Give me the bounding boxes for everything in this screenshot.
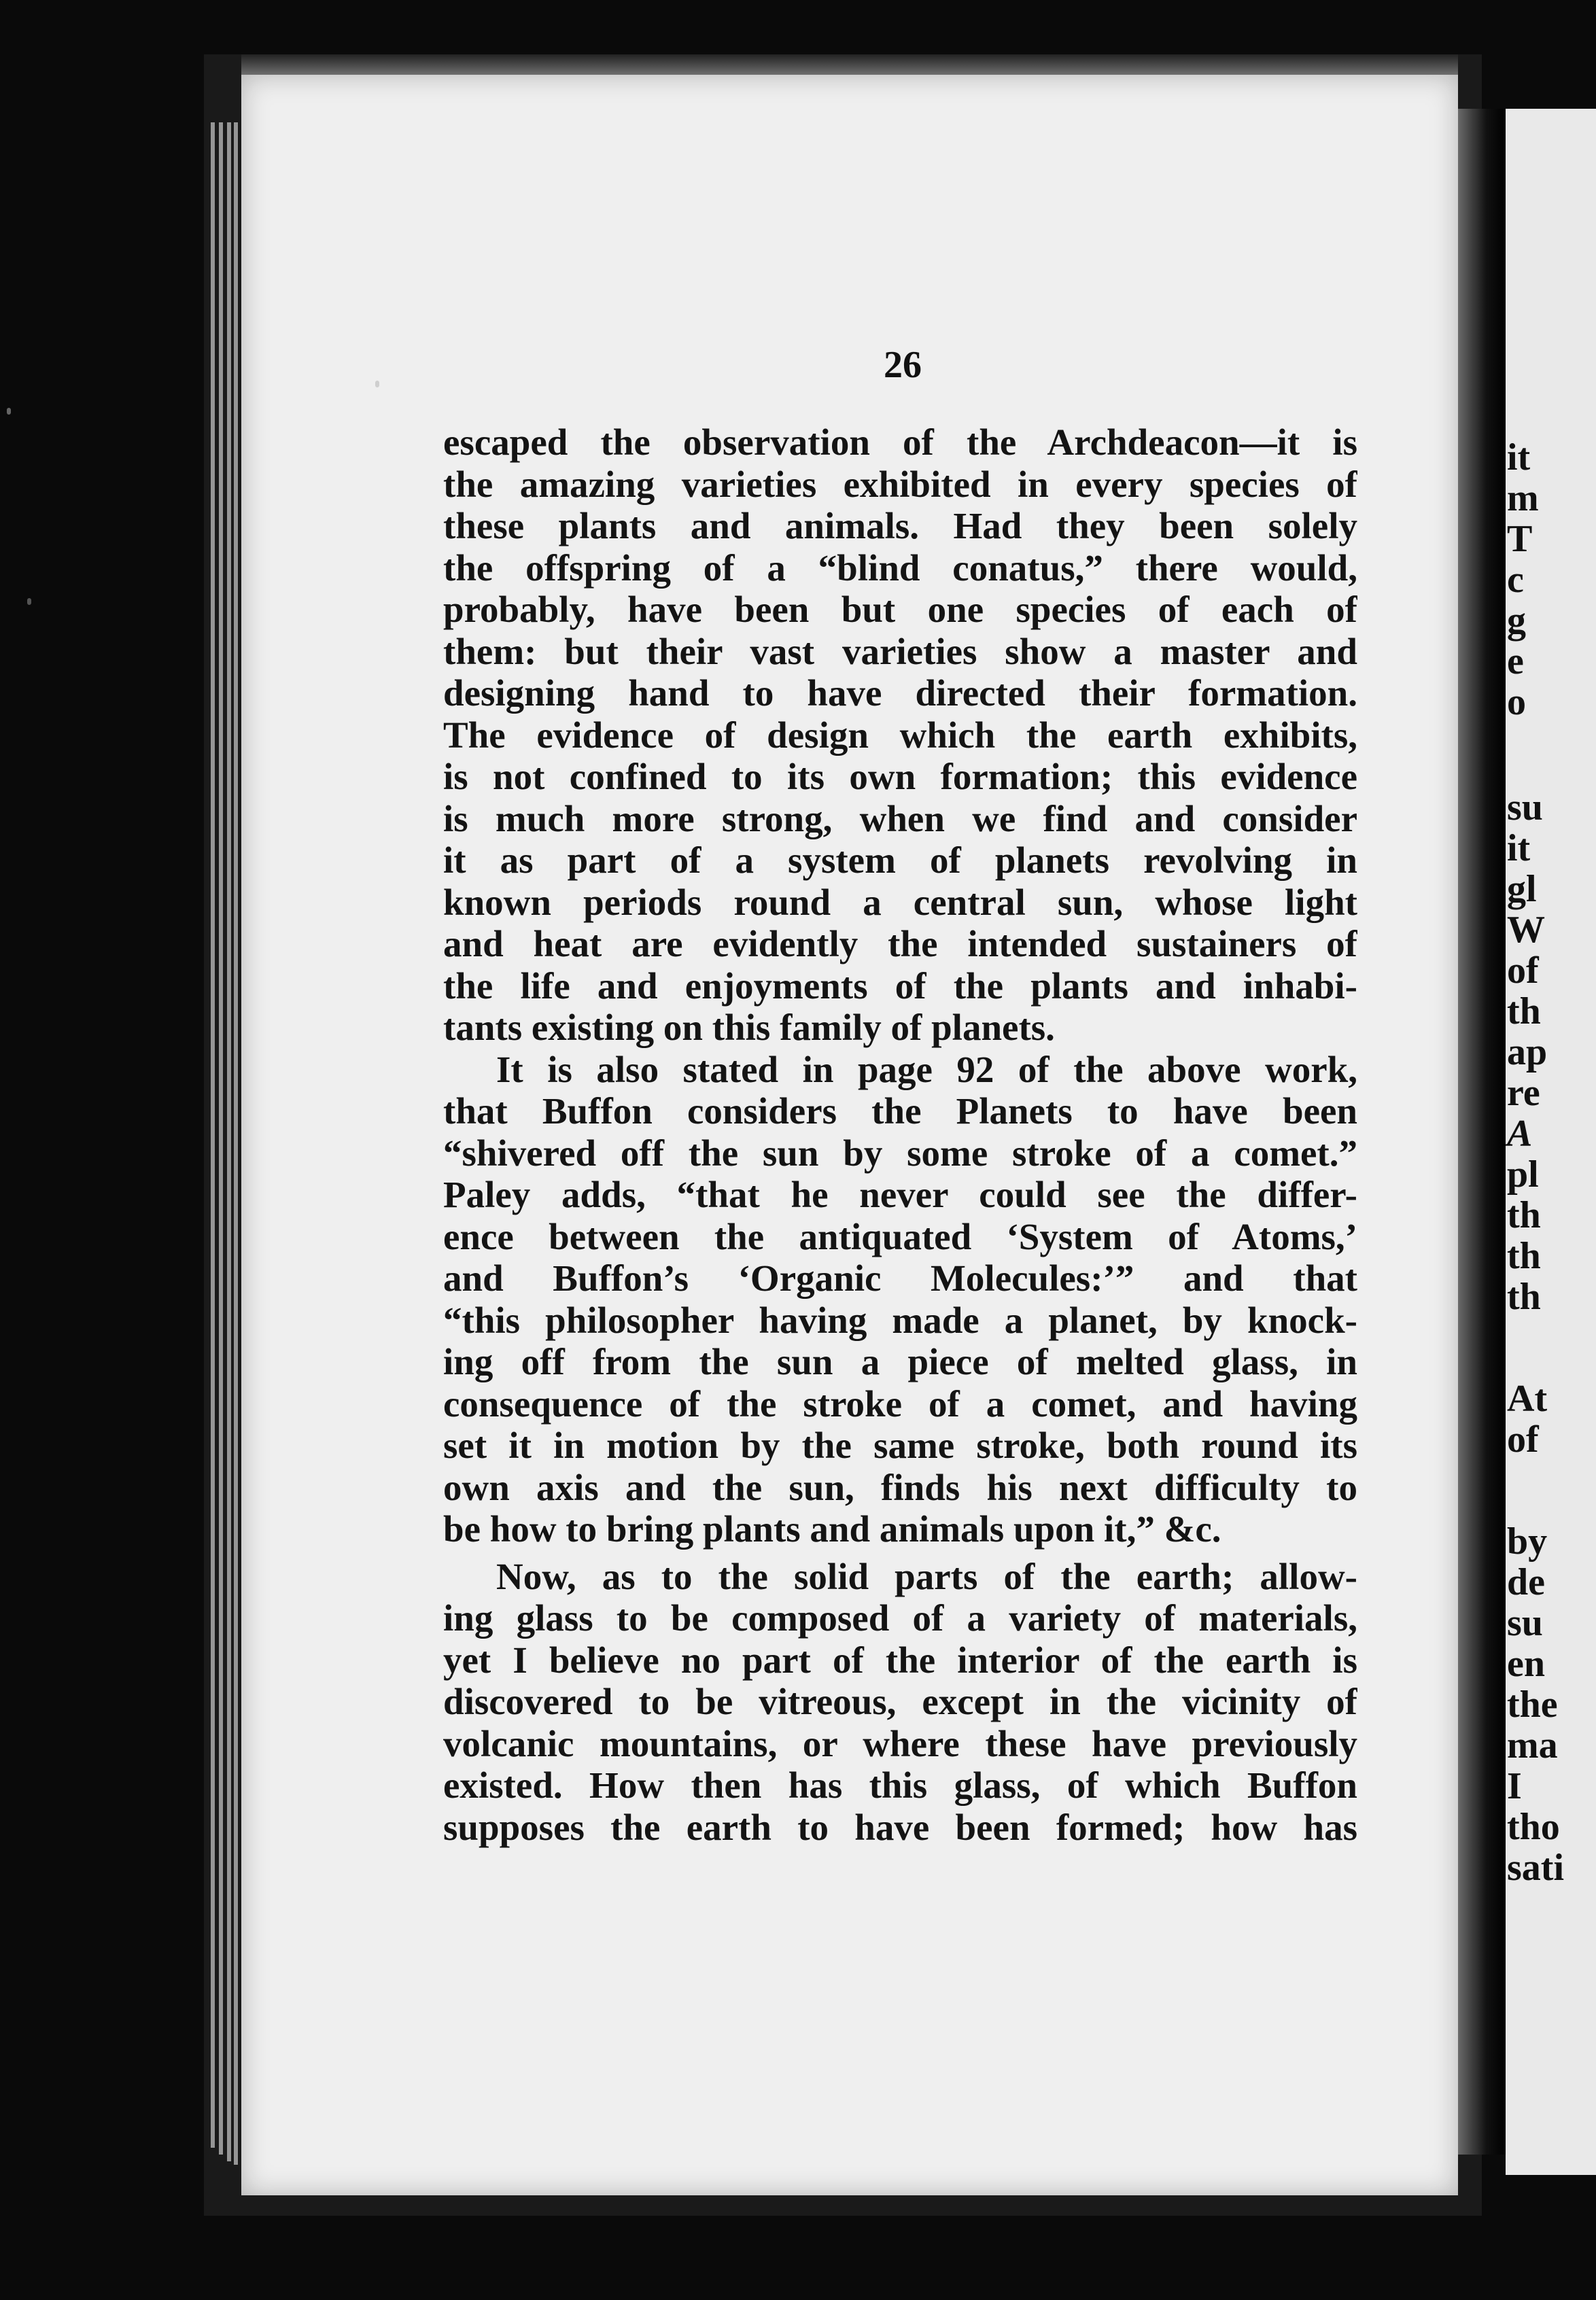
facing-page-fragment: by bbox=[1507, 1520, 1548, 1563]
text-line: known periods round a central sun, whose light bbox=[443, 881, 1357, 923]
text-line: Paley adds, “that he never could see the differ- bbox=[443, 1174, 1357, 1215]
page-edge bbox=[219, 122, 223, 2155]
text-line: these plants and animals. Had they been solely bbox=[443, 505, 1357, 546]
text-line: and heat are evidently the intended sustainers of bbox=[443, 923, 1357, 964]
text-line: volcanic mountains, or where these have previously bbox=[443, 1722, 1357, 1764]
text-line: “this philosopher having made a planet, by knock- bbox=[443, 1299, 1357, 1341]
book-gutter bbox=[1458, 109, 1506, 2155]
text-line: It is also stated in page 92 of the above work, bbox=[496, 1048, 1357, 1090]
page-edge bbox=[227, 122, 231, 2161]
facing-page-fragment: the bbox=[1507, 1684, 1558, 1726]
facing-page-fragment: T bbox=[1507, 518, 1533, 560]
facing-page-fragment: th bbox=[1507, 1235, 1541, 1277]
facing-page-fragment: su bbox=[1507, 786, 1543, 829]
facing-page-fragment: tho bbox=[1507, 1806, 1560, 1848]
text-line: escaped the observation of the Archdeacon—it is bbox=[443, 421, 1357, 463]
facing-page-fragment: th bbox=[1507, 1194, 1541, 1236]
facing-page-fragment: de bbox=[1507, 1561, 1545, 1603]
text-line: be how to bring plants and animals upon it,” &c. bbox=[443, 1508, 1221, 1550]
text-line: set it in motion by the same stroke, both round its bbox=[443, 1425, 1357, 1466]
facing-page-fragment: e bbox=[1507, 640, 1524, 682]
text-line: probably, have been but one species of each of bbox=[443, 589, 1357, 630]
facing-page-fragment: it bbox=[1507, 436, 1531, 478]
facing-page-fragment: of bbox=[1507, 949, 1539, 992]
text-line: consequence of the stroke of a comet, and having bbox=[443, 1382, 1357, 1425]
text-line: the life and enjoyments of the plants and inhabi- bbox=[443, 964, 1357, 1007]
facing-page-fragment: pl bbox=[1507, 1153, 1539, 1196]
text-line: tants existing on this family of planets. bbox=[443, 1007, 1055, 1048]
facing-page-fragment: c bbox=[1507, 559, 1524, 601]
text-line: Now, as to the solid parts of the earth; allow- bbox=[496, 1555, 1357, 1597]
text-line: it as part of a system of planets revolving in bbox=[443, 839, 1357, 881]
facing-page-fragment: en bbox=[1507, 1643, 1545, 1685]
facing-page-fragment: sati bbox=[1507, 1847, 1564, 1889]
page-edge bbox=[234, 122, 238, 2165]
facing-page-fragment: th bbox=[1507, 1276, 1541, 1318]
text-line: ence between the antiquated ‘System of Atoms,’ bbox=[443, 1215, 1357, 1257]
text-line: them: but their vast varieties show a master and bbox=[443, 630, 1357, 672]
text-line: discovered to be vitreous, except in the vicinity of bbox=[443, 1681, 1357, 1722]
text-line: “shivered off the sun by some stroke of a comet.” bbox=[443, 1132, 1357, 1174]
facing-page-fragment: gl bbox=[1507, 868, 1537, 910]
facing-page-fragment: A bbox=[1507, 1113, 1533, 1155]
facing-page-fragment: m bbox=[1507, 477, 1539, 519]
text-line: own axis and the sun, finds his next difficulty to bbox=[443, 1466, 1357, 1508]
text-line: The evidence of design which the earth exhibits, bbox=[443, 714, 1357, 756]
page-edge bbox=[211, 122, 215, 2148]
facing-page-fragment: ap bbox=[1507, 1031, 1548, 1073]
text-line: is not confined to its own formation; this evidence bbox=[443, 756, 1357, 797]
facing-page-fragment: of bbox=[1507, 1418, 1539, 1461]
scan-speck bbox=[27, 598, 31, 605]
text-line: and Buffon’s ‘Organic Molecules:’” and that bbox=[443, 1257, 1357, 1299]
facing-page-fragment: I bbox=[1507, 1765, 1522, 1807]
text-line: existed. How then has this glass, of which Buffon bbox=[443, 1764, 1357, 1806]
text-line: ing off from the sun a piece of melted glass, in bbox=[443, 1341, 1357, 1382]
facing-page-fragment: W bbox=[1507, 909, 1545, 951]
body-text bbox=[443, 421, 1357, 1848]
text-line: designing hand to have directed their formation. bbox=[443, 672, 1357, 714]
facing-page-fragment: ma bbox=[1507, 1724, 1558, 1766]
facing-page-fragment: g bbox=[1507, 599, 1526, 642]
scan-speck bbox=[7, 408, 11, 415]
facing-page-fragment: re bbox=[1507, 1072, 1540, 1114]
facing-page bbox=[1506, 109, 1596, 2175]
scan-speck bbox=[375, 381, 379, 387]
text-line: supposes the earth to have been formed; how has bbox=[443, 1806, 1357, 1848]
text-line: the amazing varieties exhibited in every species of bbox=[443, 463, 1357, 505]
facing-page-fragment: o bbox=[1507, 681, 1526, 723]
text-line: yet I believe no part of the interior of the earth is bbox=[443, 1639, 1357, 1681]
facing-page-fragment: At bbox=[1507, 1378, 1548, 1420]
page-number: 26 bbox=[884, 344, 922, 386]
facing-page-fragment: th bbox=[1507, 990, 1541, 1032]
text-line: that Buffon considers the Planets to have been bbox=[443, 1090, 1357, 1132]
text-line: the offspring of a “blind conatus,” there would, bbox=[443, 546, 1357, 589]
text-line: is much more strong, when we find and consider bbox=[443, 797, 1357, 839]
facing-page-fragment: su bbox=[1507, 1602, 1543, 1644]
text-line: ing glass to be composed of a variety of materials, bbox=[443, 1597, 1357, 1639]
facing-page-fragment: it bbox=[1507, 827, 1531, 869]
